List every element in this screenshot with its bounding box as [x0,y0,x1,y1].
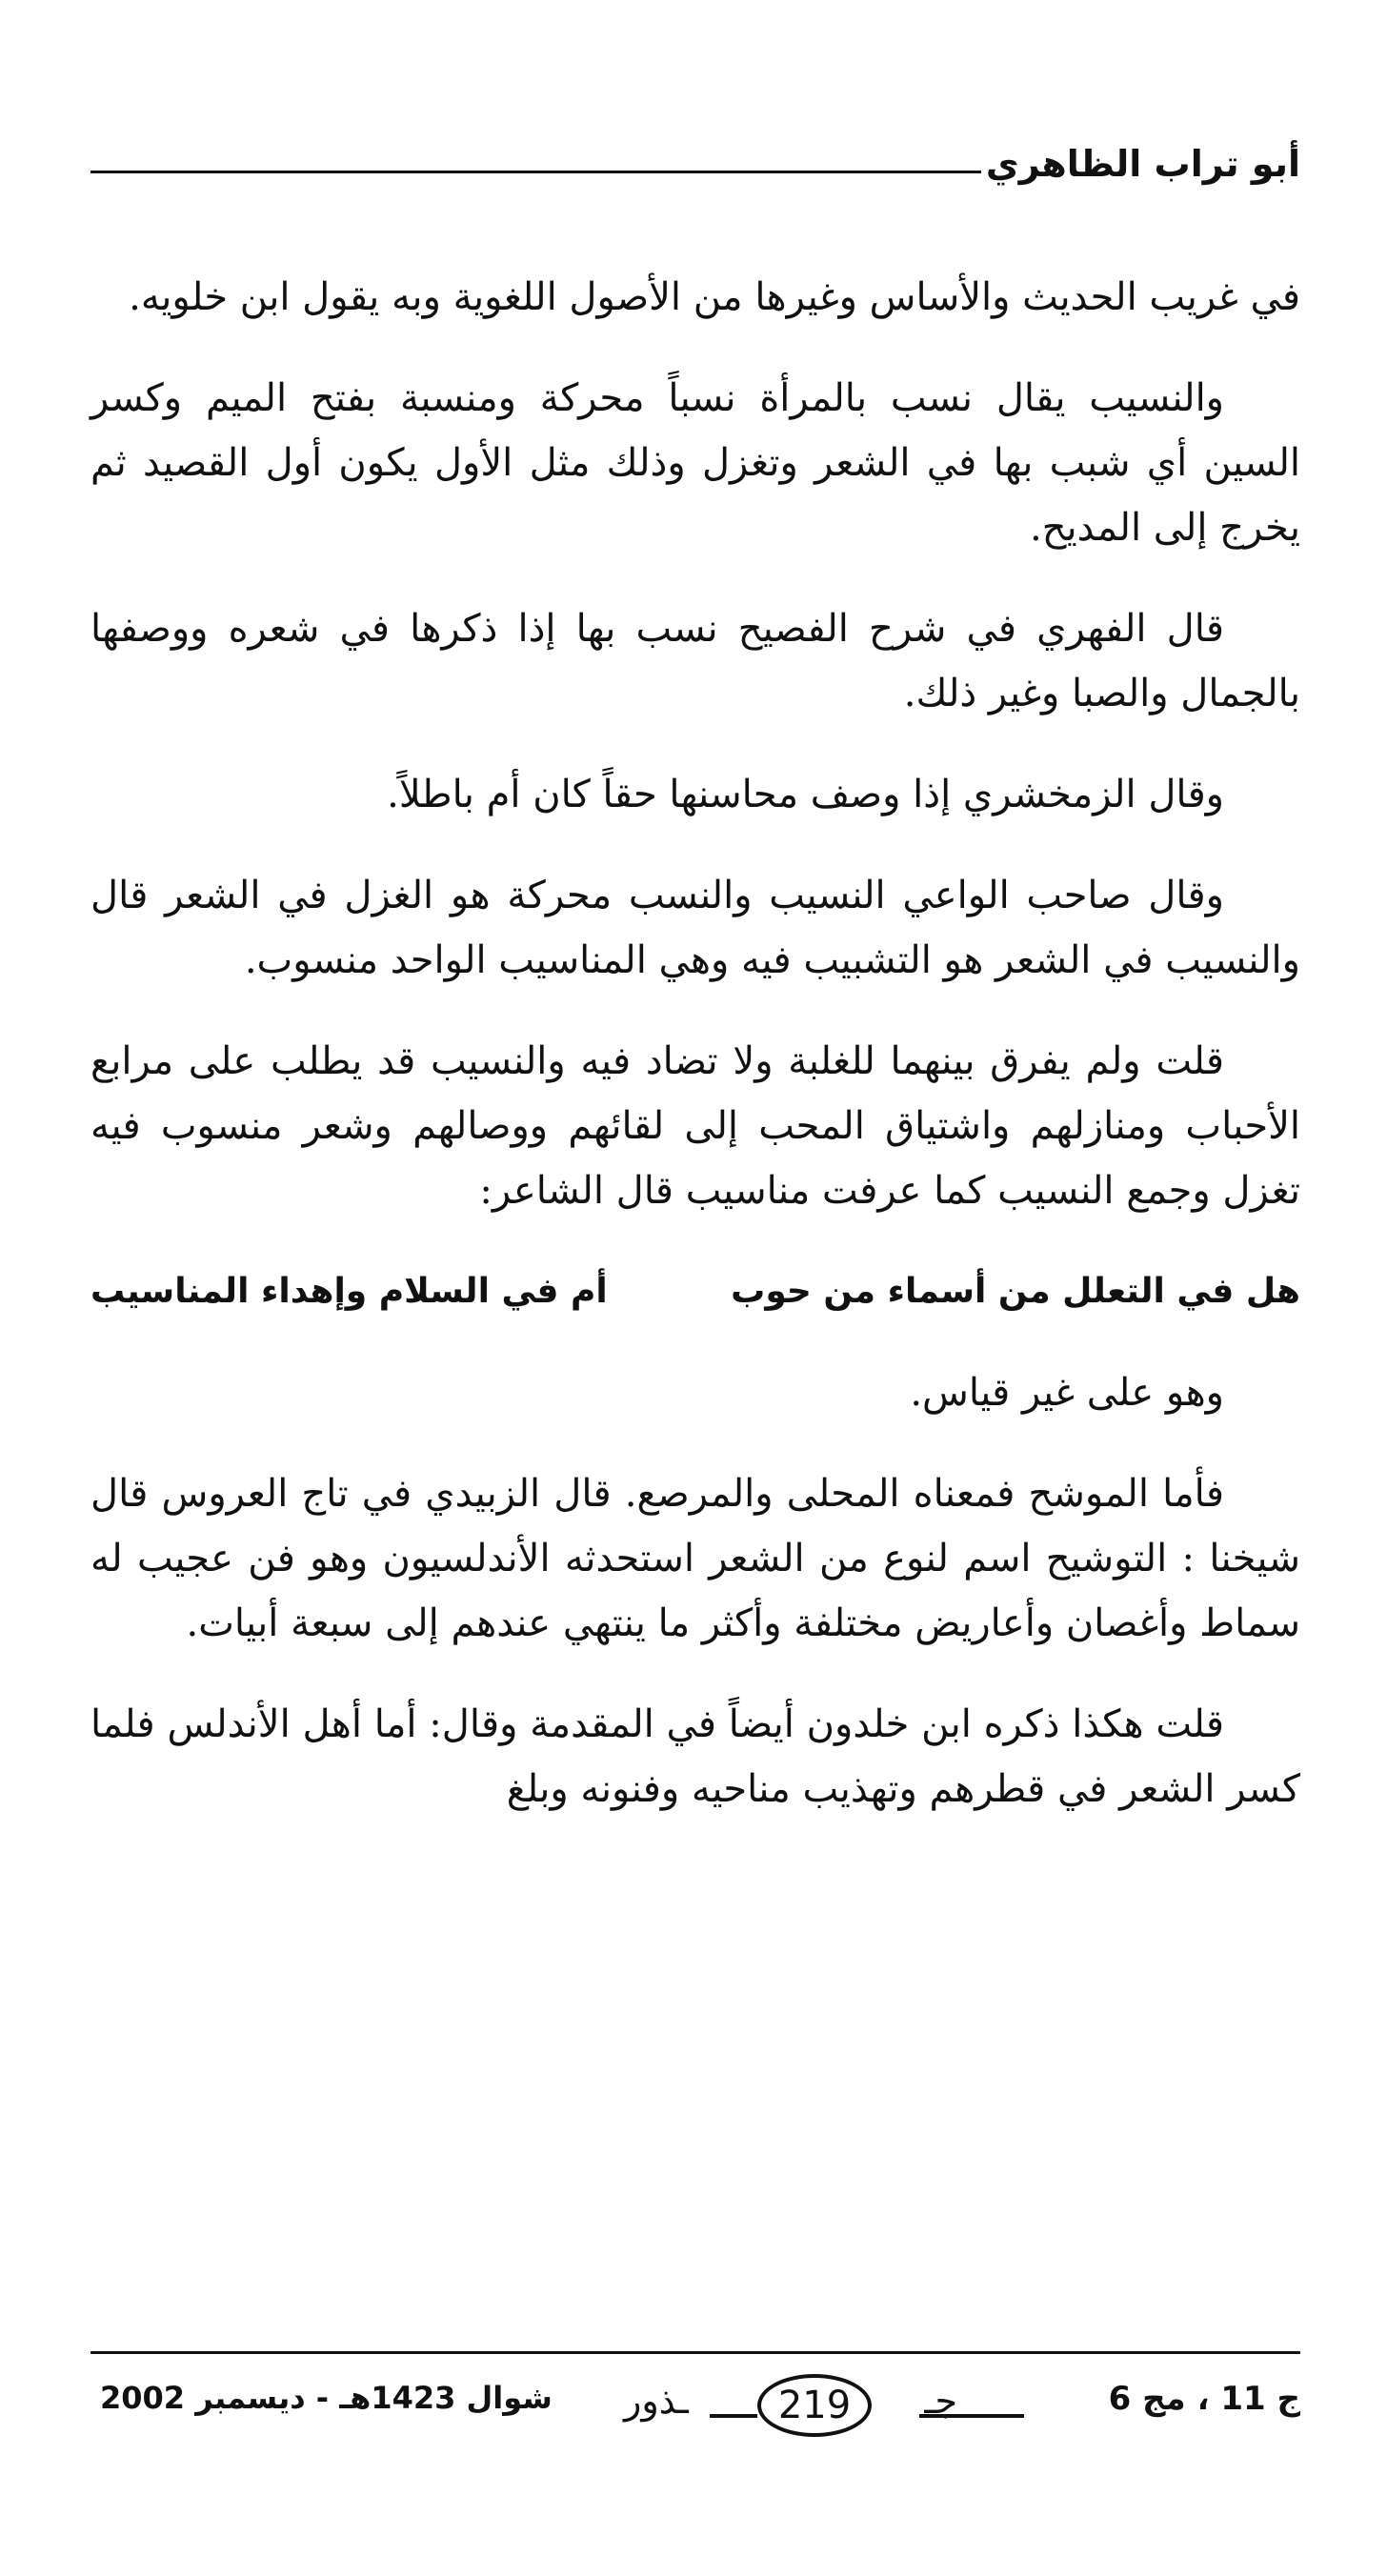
paragraph-9: قلت هكذا ذكره ابن خلدون أيضاً في المقدمة وقال: أما أهل الأندلس فلما كسر الشعر في قطرهم وتهذيب مناحيه وفنونه وبلغ [90,1702,1300,1811]
page-footer [90,2372,1300,2458]
paragraph-7: وهو على غير قياس. [910,1371,1224,1415]
paragraph-3: قال الفهري في شرح الفصيح نسب بها إذا ذكرها في شعره ووصفها بالجمال والصبا وغير ذلك. [90,607,1300,715]
volume-issue: ج 11 ، مج 6 [1108,2380,1300,2418]
journal-line-left [710,2414,757,2418]
issue-date: شوال 1423هـ - ديسمبر 2002 [100,2380,553,2416]
body-text [90,265,1300,1858]
poem-verse [90,1259,1300,1324]
verse-first-hemistich: هل في التعلل من أسماء من حوب [731,1272,1300,1311]
verse-second-hemistich: أم في السلام وإهداء المناسيب [90,1272,608,1311]
running-header [90,143,1300,200]
paragraph-6: قلت ولم يفرق بينهما للغلبة ولا تضاد فيه والنسيب قد يطلب على مرابع الأحباب ومنازلهم واشتياق المحب إلى لقائهم ووصالهم وشعر منسوب فيه تغزل وجمع النسيب كما عرفت مناسيب قال الشاعر: [90,1039,1300,1213]
journal-prefix: جـ [924,2380,957,2422]
page-number: 219 [757,2374,872,2437]
header-rule [90,171,981,173]
footer-rule [90,2351,1300,2354]
paragraph-8: فأما الموشح فمعناه المحلى والمرصع. قال الزبيدي في تاج العروس قال شيخنا : التوشيح اسم لنوع من الشعر استحدثه الأندلسيون وهو فن عجيب له سماط وأغصان وأعاريض مختلفة وأكثر ما ينتهي عندهم إلى سبعة أبيات. [90,1472,1300,1645]
author-name: أبو تراب الظاهري [985,143,1300,185]
journal-mark [624,2372,1024,2448]
journal-line-right [919,2414,1024,2418]
journal-suffix: ـذور [624,2380,689,2422]
paragraph-4: وقال الزمخشري إذا وصف محاسنها حقاً كان أم باطلاً. [387,773,1224,816]
paragraph-1: في غريب الحديث والأساس وغيرها من الأصول اللغوية وبه يقول ابن خلويه. [129,275,1300,319]
paragraph-5: وقال صاحب الواعي النسيب والنسب محركة هو الغزل في الشعر قال والنسيب في الشعر هو التشبيب فيه وهي المناسيب الواحد منسوب. [90,874,1300,982]
paragraph-2: والنسيب يقال نسب بالمرأة نسباً محركة ومنسبة بفتح الميم وكسر السين أي شبب بها في الشعر وتغزل وذلك مثل الأول يكون أول القصيد ثم يخرج إلى المديح. [90,376,1300,550]
